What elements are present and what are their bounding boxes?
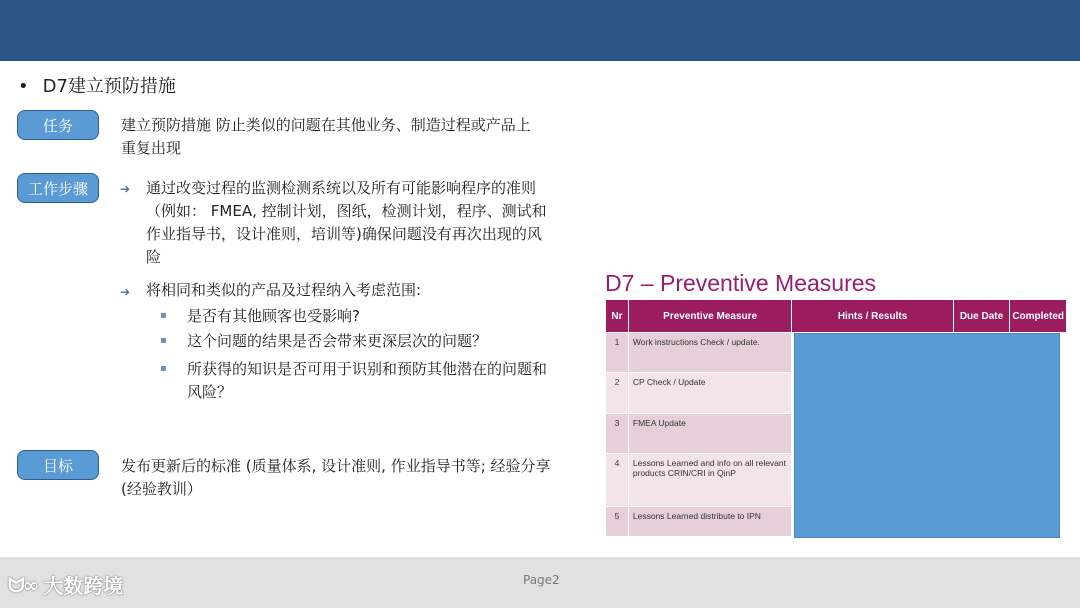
heading-text: D7建立预防措施 (42, 76, 176, 97)
task-text (121, 114, 531, 160)
cell-measure: Work instructions Check / update. (628, 333, 792, 373)
task-label-button (17, 110, 99, 140)
arrow-bullet-icon: ➔ (120, 285, 131, 299)
goal-label-button (17, 450, 99, 480)
highlight-overlay (794, 333, 1060, 538)
goal-text-line: (经验教训） (121, 480, 202, 498)
sub-item-line: 所获得的知识是否可用于识别和预防其他潜在的问题和 (187, 360, 548, 378)
square-bullet-icon: ▪ (160, 310, 167, 321)
cell-measure: CP Check / Update (628, 373, 792, 414)
table-header-row (606, 300, 1067, 333)
watermark-text: 大数跨境 (43, 574, 124, 598)
task-label: 任务 (42, 116, 73, 135)
title-bar (0, 0, 1080, 61)
sub-item: 这个问题的结果是否会带来更深层次的问题？ (187, 332, 488, 350)
sub-item (187, 358, 547, 404)
arrow-bullet-icon: ➔ (120, 182, 131, 196)
watermark (8, 570, 123, 599)
steps-line: 作业指导书，设计准则，培训等)确保问题没有再次出现的风 (146, 225, 542, 243)
steps-label: 工作步骤 (27, 179, 88, 198)
watermark-logo-icon: ᗢ∞ (8, 572, 38, 597)
cell-nr: 1 (606, 333, 629, 373)
steps-item-2: 将相同和类似的产品及过程纳入考虑范围: (146, 281, 422, 299)
steps-label-button (17, 173, 99, 203)
cell-measure: Lessons Learned distribute to IPN (628, 507, 792, 537)
page-number: Page2 (523, 573, 560, 587)
square-bullet-icon: ▪ (160, 363, 167, 374)
sub-item: 是否有其他顾客也受影响? (187, 307, 360, 325)
col-header-due-date: Due Date (953, 300, 1010, 333)
goal-text (121, 455, 551, 501)
task-text-line: 重复出现 (121, 139, 182, 157)
slide-heading (18, 72, 176, 98)
bullet-dot: • (18, 76, 29, 97)
col-header-nr: Nr (606, 300, 629, 333)
col-header-hints: Hints / Results (792, 300, 953, 333)
col-header-completed: Completed (1010, 300, 1067, 333)
cell-measure: Lessons Learned and info on all relevant products CRIN/CRI in QinP (628, 454, 792, 507)
task-text-line: 建立预防措施 防止类似的问题在其他业务、制造过程或产品上 (121, 116, 531, 134)
square-bullet-icon: ▪ (160, 335, 167, 346)
steps-line: （例如： FMEA, 控制计划，图纸，检测计划，程序、测试和 (146, 202, 547, 220)
goal-text-line: 发布更新后的标准 (质量体系, 设计准则, 作业指导书等; 经验分享 (121, 457, 551, 475)
figure-title: D7 – Preventive Measures (605, 270, 877, 296)
cell-measure: FMEA Update (628, 414, 792, 454)
steps-line: 通过改变过程的监测检测系统以及所有可能影响程序的准则 (146, 179, 537, 197)
goal-label: 目标 (42, 456, 73, 475)
sub-item-line: 风险？ (187, 383, 233, 401)
cell-nr: 3 (606, 414, 629, 454)
cell-nr: 2 (606, 373, 629, 414)
cell-nr: 4 (606, 454, 629, 507)
steps-line: 险 (146, 248, 162, 266)
steps-item-1 (146, 177, 547, 269)
preventive-measures-figure (597, 264, 1067, 544)
cell-nr: 5 (606, 507, 629, 537)
col-header-measure: Preventive Measure (628, 300, 792, 333)
